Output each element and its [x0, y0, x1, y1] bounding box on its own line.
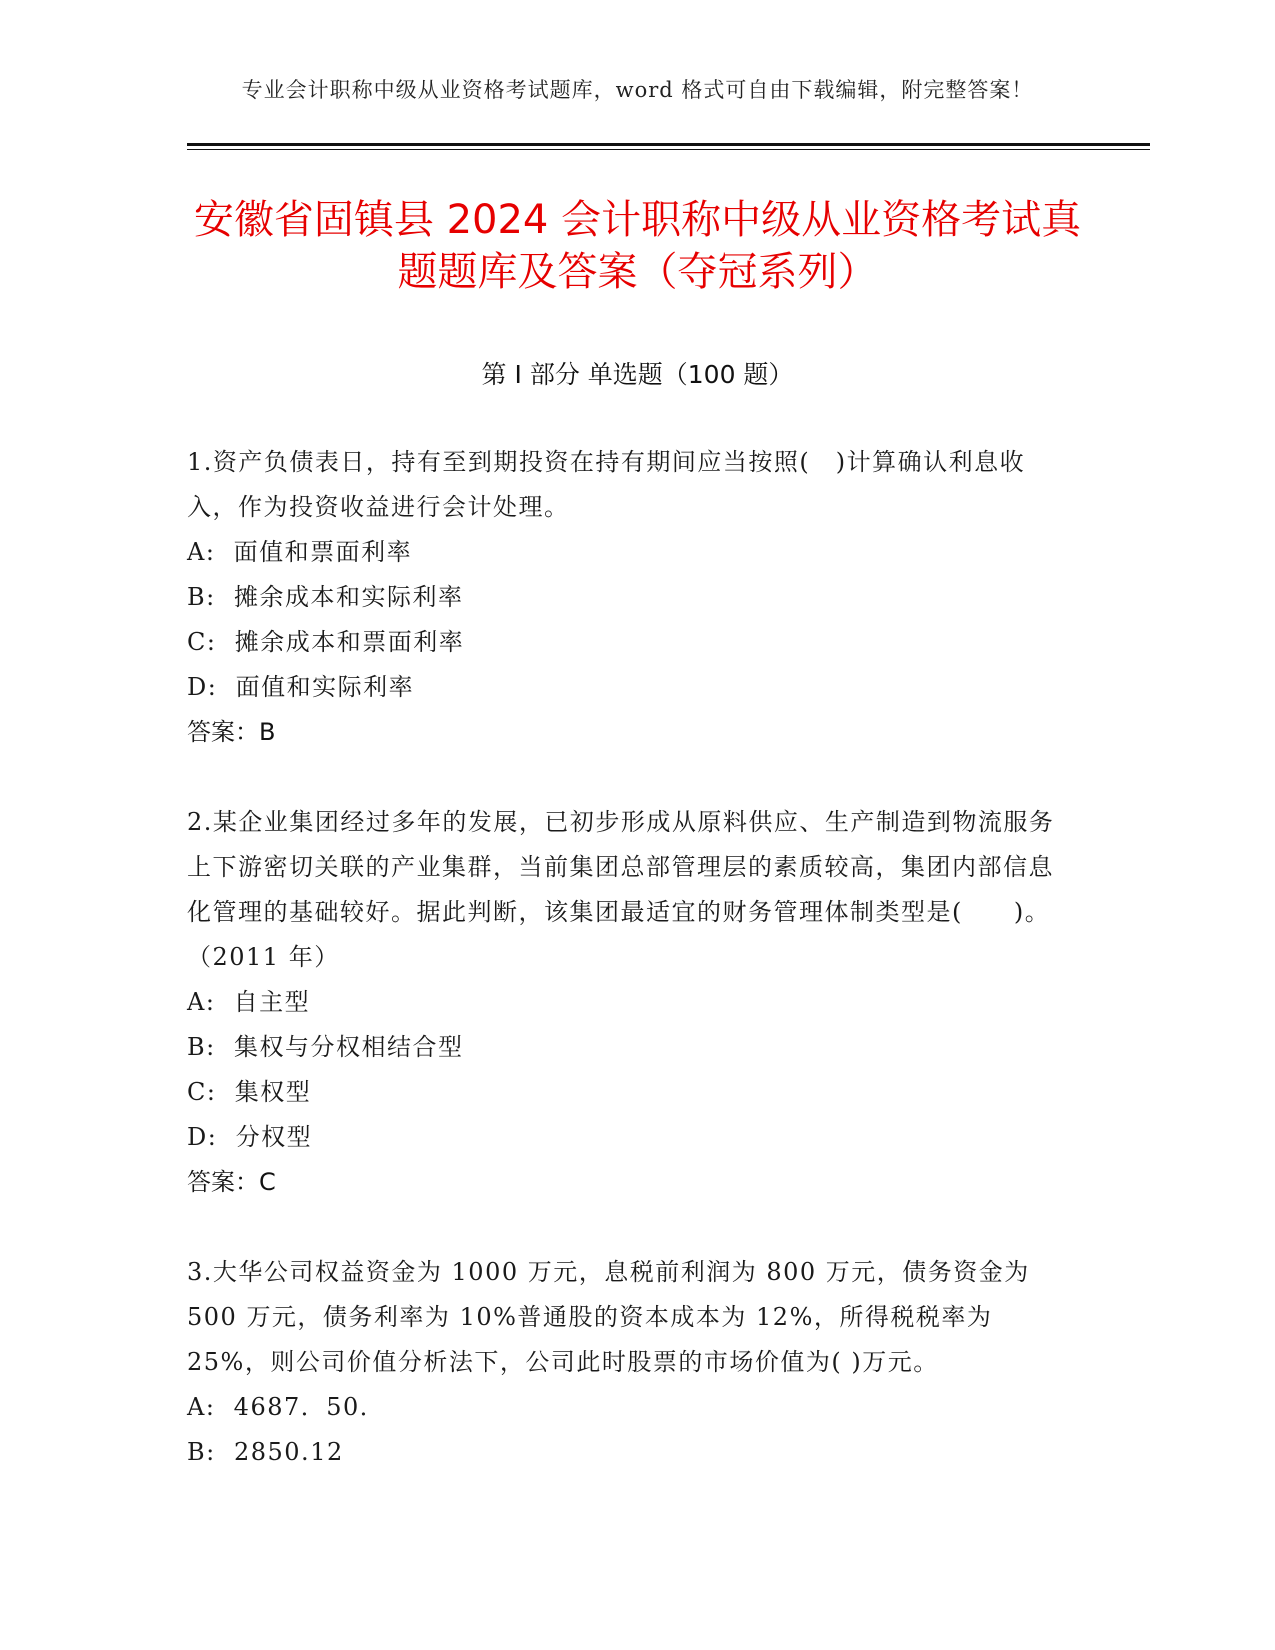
- option-d: D: 分权型: [187, 1123, 313, 1151]
- option-d: D: 面值和实际利率: [187, 673, 415, 701]
- answer: 答案：B: [187, 718, 276, 746]
- question-stem: 1.资产负债表日，持有至到期投资在持有期间应当按照( )计算确认利息收入，作为投资收益进行会计处理。: [187, 448, 1026, 521]
- header-note: 专业会计职称中级从业资格考试题库，word 格式可自由下载编辑，附完整答案！: [241, 78, 1034, 102]
- option-c: C: 摊余成本和票面利率: [187, 628, 465, 656]
- answer: 答案：C: [187, 1168, 276, 1196]
- section-title: 第 I 部分 单选题（100 题）: [481, 360, 794, 389]
- question-1: [187, 440, 1067, 755]
- option-c: C: 集权型: [187, 1078, 312, 1106]
- question-2: [187, 800, 1067, 1205]
- header-rule-thick: [187, 143, 1150, 146]
- question-list: [187, 440, 1067, 1520]
- document-title: 安徽省固镇县 2024 会计职称中级从业资格考试真题题库及答案（夺冠系列）: [193, 197, 1082, 295]
- option-b: B: 摊余成本和实际利率: [187, 583, 464, 611]
- question-stem: 2.某企业集团经过多年的发展，已初步形成从原料供应、生产制造到物流服务上下游密切关联的产业集群，当前集团总部管理层的素质较高，集团内部信息化管理的基础较好。据此判断，该集团最适宜的财务管理体制类型是( )。（2011 年）: [187, 808, 1055, 971]
- option-a: A: 面值和票面利率: [187, 538, 413, 566]
- option-a: A: 4687．50．: [187, 1393, 386, 1421]
- option-a: A: 自主型: [187, 988, 311, 1016]
- question-3: [187, 1250, 1067, 1475]
- header-rule-thin: [187, 149, 1150, 150]
- question-stem: 3.大华公司权益资金为 1000 万元，息税前利润为 800 万元，债务资金为 500 万元，债务利率为 10%普通股的资本成本为 12%，所得税税率为 25%，则公司价值分析法下，公司此时股票的市场价值为( )万元。: [187, 1258, 1030, 1376]
- option-b: B: 集权与分权相结合型: [187, 1033, 464, 1061]
- option-b: B: 2850.12: [187, 1438, 344, 1466]
